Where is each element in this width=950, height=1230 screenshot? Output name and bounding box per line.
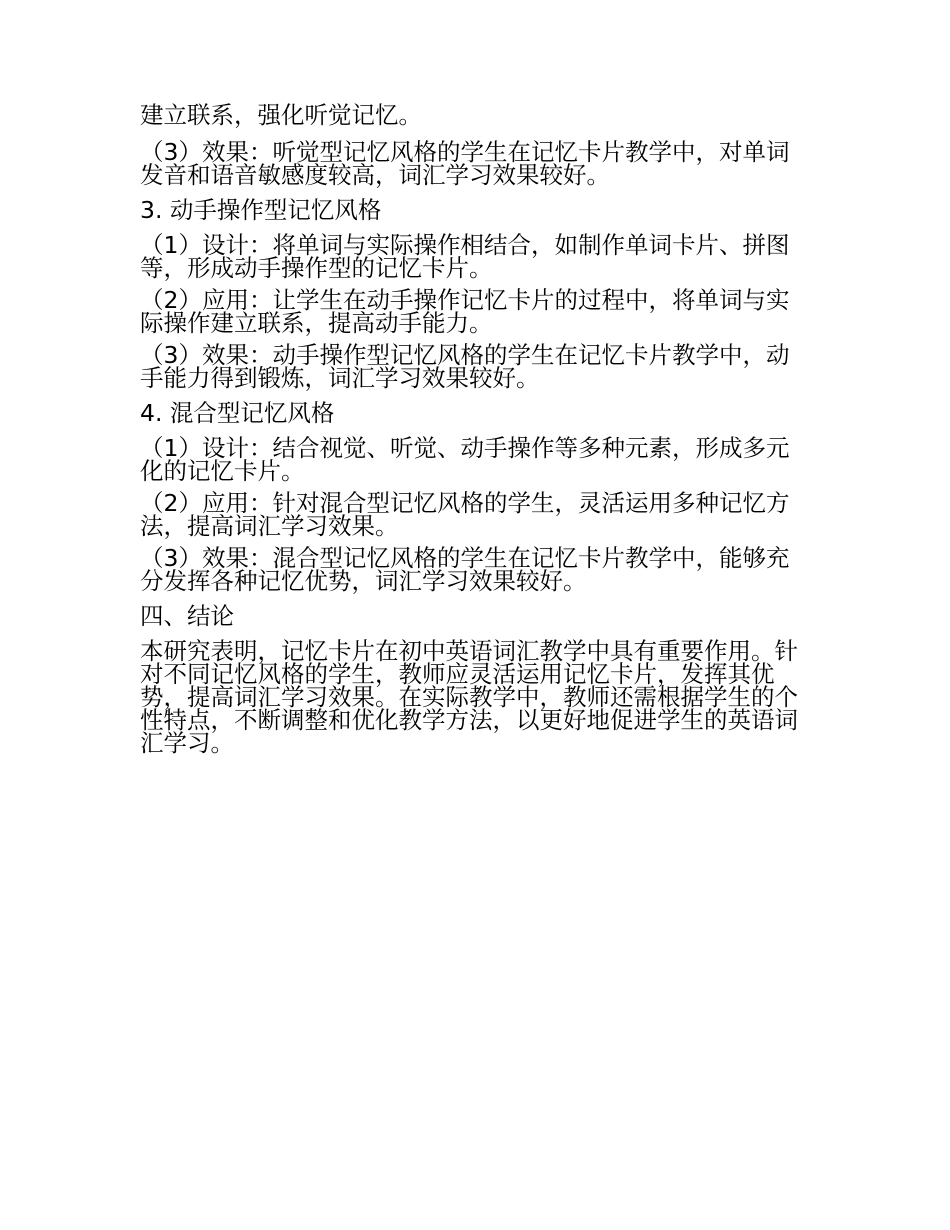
section-4-item-1: （1）设计：结合视觉、听觉、动手操作等多种元素，形成多元化的记忆卡片。 — [140, 434, 790, 485]
conclusion-paragraph: 本研究表明，记忆卡片在初中英语词汇教学中具有重要作用。针对不同记忆风格的学生，教师应灵活运用记忆卡片，发挥其优势，提高词汇学习效果。在实际教学中，教师还需根据学生的个性特点，不断调整和优化教学方法，以更好地促进学生的英语词汇学习。 — [140, 637, 798, 757]
conclusion-heading: 四、结论 — [140, 602, 234, 630]
section-3-item-3: （3）效果：动手操作型记忆风格的学生在记忆卡片教学中，动手能力得到锻炼，词汇学习效果较好。 — [140, 341, 790, 392]
section-4-item-3: （3）效果：混合型记忆风格的学生在记忆卡片教学中，能够充分发挥各种记忆优势，词汇学习效果较好。 — [140, 544, 790, 595]
section-3-item-1: （1）设计：将单词与实际操作相结合，如制作单词卡片、拼图等，形成动手操作型的记忆卡片。 — [140, 231, 790, 282]
section-3-item-2: （2）应用：让学生在动手操作记忆卡片的过程中，将单词与实际操作建立联系，提高动手能力。 — [140, 286, 790, 337]
document-page — [140, 101, 810, 764]
section-4-item-2: （2）应用：针对混合型记忆风格的学生，灵活运用多种记忆方法，提高词汇学习效果。 — [140, 489, 790, 540]
auditory-effect-paragraph: （3）效果：听觉型记忆风格的学生在记忆卡片教学中，对单词发音和语音敏感度较高，词汇学习效果较好。 — [140, 138, 790, 189]
section-4-heading: 4. 混合型记忆风格 — [140, 399, 335, 427]
section-3-heading: 3. 动手操作型记忆风格 — [140, 196, 382, 224]
intro-paragraph: 建立联系，强化听觉记忆。 — [140, 101, 422, 129]
